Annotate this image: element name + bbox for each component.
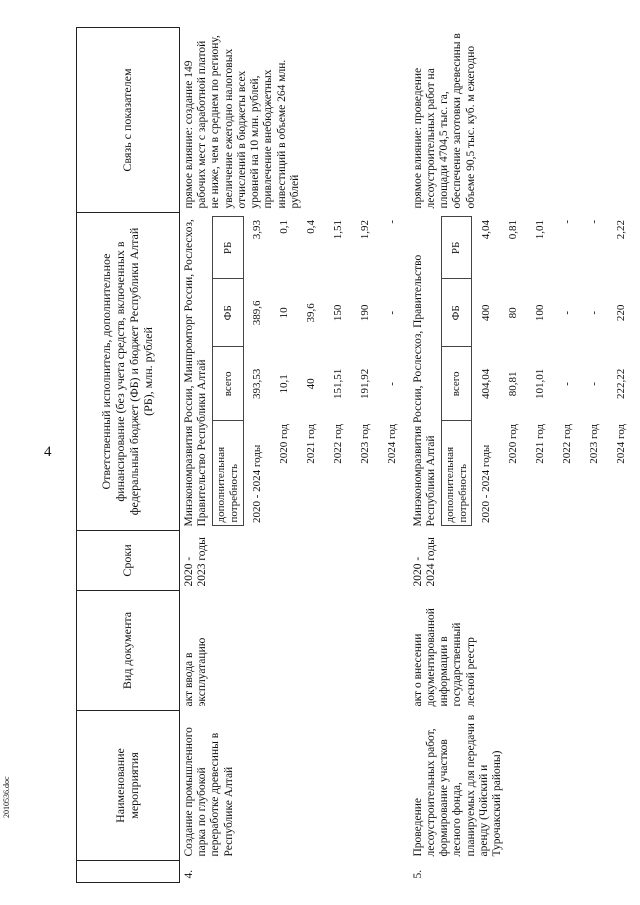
event-name: Создание промышленного парка по глубокой переработке древесины в Республике Алтай: [183, 727, 235, 857]
fin-fb: 190: [358, 304, 371, 322]
fin-header-fb: ФБ: [213, 279, 243, 347]
financing-row: [580, 217, 607, 526]
fin-header-fb: ФБ: [442, 279, 472, 347]
row-number: 5.: [411, 869, 424, 879]
header-num: [77, 861, 180, 883]
header-link: Связь с показателем: [77, 28, 180, 213]
responsible-cell: [180, 213, 409, 531]
financing-table: [441, 217, 634, 527]
doc-type: акт о внесении документированной информации в государственный лесной реестр: [411, 608, 477, 707]
header-terms: Сроки: [77, 531, 180, 591]
fin-fb: 100: [533, 304, 546, 322]
fin-fb: -: [587, 310, 600, 315]
header-doc-type: Вид документа: [77, 591, 180, 711]
measures-table: [76, 27, 637, 883]
fin-header-total: всего: [213, 347, 243, 421]
fin-period: 2021 год: [533, 423, 546, 464]
fin-period: 2023 год: [358, 423, 371, 464]
fin-total: 101,01: [533, 368, 546, 399]
fin-rb: 4,04: [479, 220, 492, 240]
fin-period: 2022 год: [560, 423, 573, 464]
fin-total: -: [560, 382, 573, 386]
rotated-table-sheet: [76, 28, 626, 883]
fin-period: 2024 год: [385, 423, 398, 464]
fin-fb: 400: [479, 304, 492, 322]
fin-fb: 389,6: [250, 300, 263, 326]
fin-rb: 1,01: [533, 220, 546, 240]
fin-header-rb: РБ: [213, 217, 243, 279]
event-name: Проведение лесоустроительных работ, формирование участков лесного фонда, планируемых для передачи в аренду (Чойский и Турочакский районы): [411, 714, 504, 857]
fin-total: 151,51: [331, 368, 344, 399]
fin-rb: -: [587, 220, 600, 224]
terms: 2020 - 2023 годы: [183, 537, 209, 587]
fin-total: 404,04: [479, 368, 492, 399]
fin-fb: 80: [506, 307, 519, 319]
fin-period: 2021 год: [304, 423, 317, 464]
fin-rb: -: [560, 220, 573, 224]
fin-total: -: [385, 382, 398, 386]
executors: Минэкономразвития России, Минпромторг России, Рослесхоз, Правительство Республики Алтай: [183, 219, 209, 527]
financing-row: [352, 217, 379, 526]
fin-total: 393,53: [250, 368, 263, 399]
fin-total: 40: [304, 378, 317, 390]
financing-row: [553, 217, 580, 526]
fin-rb: -: [385, 220, 398, 224]
fin-fb: -: [385, 310, 398, 315]
fin-fb: -: [560, 310, 573, 315]
fin-period: 2022 год: [331, 423, 344, 464]
indicator-link: прямое влияние: создание 149 рабочих мест с заработной платой не ниже, чем в среднем по региону, увеличение ежегодно налоговых отчислений в бюджеты всех уровней на 10 млн. рублей, привлечение внебюджетных инвестиций в объеме 264 млн. рублей: [183, 35, 301, 209]
fin-rb: 0,81: [506, 220, 519, 240]
fin-header-need: дополнительная потребность: [213, 421, 243, 526]
fin-rb: 2,22: [614, 220, 627, 240]
fin-period: 2020 - 2024 годы: [250, 444, 263, 523]
fin-header-total: всего: [442, 347, 472, 421]
responsible-cell: [409, 213, 638, 531]
fin-period: 2024 год: [614, 423, 627, 464]
financing-row: [379, 217, 406, 526]
fin-total: 191,92: [358, 368, 371, 399]
fin-fb: 220: [614, 304, 627, 322]
fin-period: 2023 год: [587, 423, 600, 464]
header-responsible: Ответственный исполнитель, дополнительное финансирование (без учета средств, включенных в федеральный бюджет (ФБ) и бюджет Республики Алтай (РБ), млн. рублей: [77, 213, 180, 531]
financing-table: [212, 217, 405, 527]
financing-row: [325, 217, 352, 526]
fin-rb: 1,51: [331, 220, 344, 240]
financing-row: [298, 217, 325, 526]
fin-total: 222,22: [614, 368, 627, 399]
fin-header-rb: РБ: [442, 217, 472, 279]
page-number: 4: [44, 444, 52, 460]
doc-type: акт ввода в эксплуатацию: [183, 637, 209, 707]
fin-rb: 3,93: [250, 220, 263, 240]
table-row: [180, 28, 409, 883]
row-number: 4.: [183, 869, 195, 879]
document-code: 2010536.doc: [2, 776, 11, 818]
fin-total: 80,81: [506, 371, 519, 397]
financing-row: [526, 217, 553, 526]
executors: Минэкономразвития России, Рослесхоз, Правительство Республики Алтай: [411, 254, 437, 527]
header-event: Наименование мероприятия: [77, 711, 180, 861]
fin-total: 10,1: [277, 374, 290, 394]
indicator-link: прямое влияние: проведение лесоустроительных работ на площади 4704,5 тыс. га, обеспечение заготовки древесины в объеме 90,5 тыс. куб. м ежегодно: [411, 33, 477, 209]
financing-row: [271, 217, 298, 526]
fin-header-need: дополнительная потребность: [442, 421, 472, 526]
financing-row: [243, 217, 271, 526]
fin-period: 2020 год: [506, 423, 519, 464]
fin-rb: 0,4: [304, 220, 317, 234]
financing-row: [472, 217, 500, 526]
table-row: [409, 28, 638, 883]
financing-header: [213, 217, 243, 526]
financing-row: [499, 217, 526, 526]
fin-rb: 1,92: [358, 220, 371, 240]
financing-row: [607, 217, 634, 526]
fin-period: 2020 год: [277, 423, 290, 464]
fin-total: -: [587, 382, 600, 386]
table-header-row: [77, 28, 180, 883]
fin-fb: 10: [277, 307, 290, 319]
fin-rb: 0,1: [277, 220, 290, 234]
fin-fb: 150: [331, 304, 344, 322]
terms: 2020 - 2024 годы: [411, 537, 437, 587]
financing-header: [442, 217, 472, 526]
fin-period: 2020 - 2024 годы: [479, 444, 492, 523]
fin-fb: 39,6: [304, 303, 317, 323]
